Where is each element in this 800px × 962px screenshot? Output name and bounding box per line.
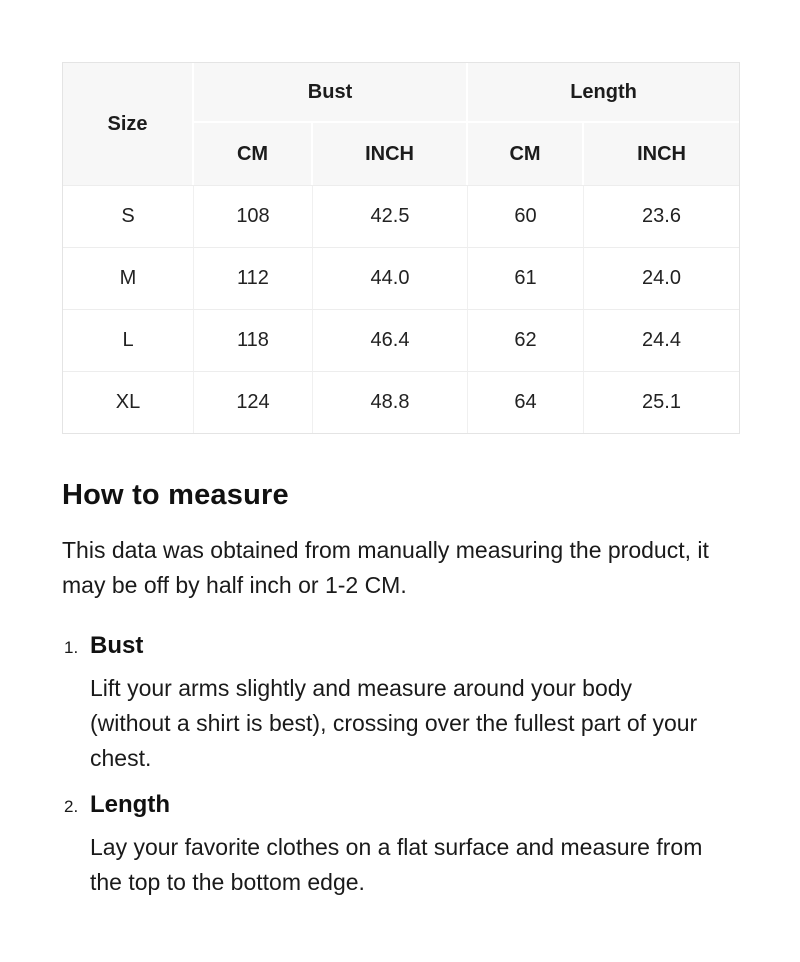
size-cell: S: [63, 185, 194, 247]
bust-inch-cell: 42.5: [313, 185, 468, 247]
step-description: Lift your arms slightly and measure around your body (without a shirt is best), crossing over the fullest part of your chest.: [90, 674, 698, 771]
col-subheader-bust-cm: CM: [194, 123, 313, 185]
bust-cm-cell: 108: [194, 185, 313, 247]
size-cell: XL: [63, 371, 194, 433]
bust-inch-cell: 44.0: [313, 247, 468, 309]
col-header-size: Size: [63, 63, 194, 185]
step-title: Bust: [90, 631, 144, 659]
col-subheader-length-cm: CM: [468, 123, 584, 185]
table-row-xl: [63, 371, 739, 433]
length-cm-cell: 60: [468, 185, 584, 247]
bust-inch-cell: 48.8: [313, 371, 468, 433]
col-header-bust: Bust: [194, 63, 468, 123]
step-number: 1.: [64, 637, 79, 657]
measure-steps-list: [62, 632, 738, 900]
col-subheader-bust-inch: INCH: [313, 123, 468, 185]
length-inch-cell: 24.0: [584, 247, 739, 309]
measure-step-bust: [62, 632, 738, 776]
length-inch-cell: 23.6: [584, 185, 739, 247]
measure-intro-text: This data was obtained from manually measuring the product, it may be off by half inch or 1-2 CM.: [62, 537, 709, 598]
table-row-s: [63, 185, 739, 247]
length-cm-cell: 62: [468, 309, 584, 371]
step-heading-row: [62, 791, 738, 819]
measure-step-length: [62, 791, 738, 900]
length-cm-cell: 64: [468, 371, 584, 433]
step-title: Length: [90, 790, 170, 818]
size-cell: L: [63, 309, 194, 371]
step-heading-row: [62, 632, 738, 660]
size-chart-table: [62, 62, 740, 434]
col-header-length: Length: [468, 63, 739, 123]
table-row-l: [63, 309, 739, 371]
col-subheader-length-inch: INCH: [584, 123, 739, 185]
size-cell: M: [63, 247, 194, 309]
step-number: 2.: [64, 796, 79, 816]
bust-cm-cell: 112: [194, 247, 313, 309]
length-inch-cell: 24.4: [584, 309, 739, 371]
bust-inch-cell: 46.4: [313, 309, 468, 371]
table-row-m: [63, 247, 739, 309]
length-cm-cell: 61: [468, 247, 584, 309]
bust-cm-cell: 118: [194, 309, 313, 371]
step-description: Lay your favorite clothes on a flat surface and measure from the top to the bottom edge.: [90, 833, 703, 895]
how-to-measure-heading: How to measure: [62, 479, 289, 511]
bust-cm-cell: 124: [194, 371, 313, 433]
length-inch-cell: 25.1: [584, 371, 739, 433]
